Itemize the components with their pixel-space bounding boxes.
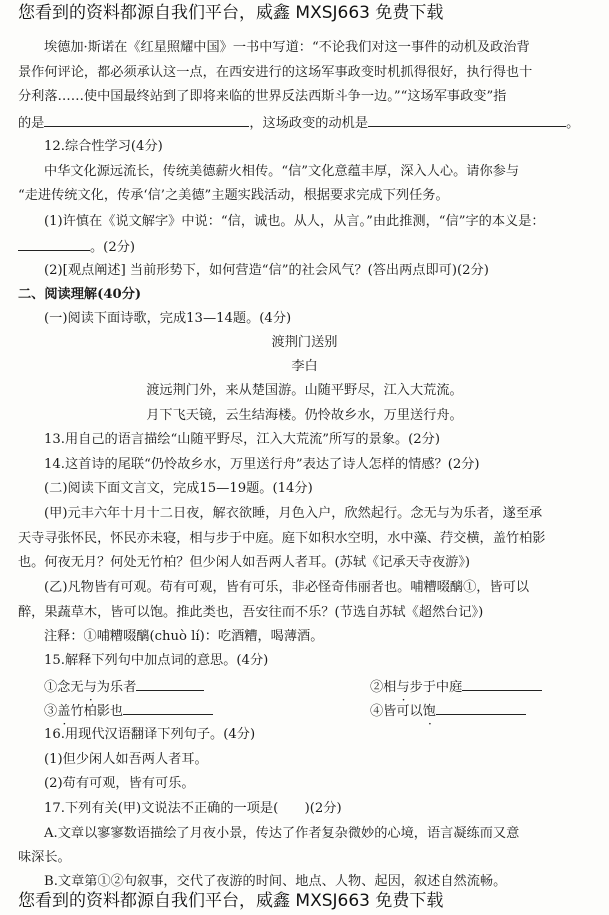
q15-item-c: ③盖竹柏影也 [44, 704, 124, 719]
text-jia-line1: (甲)元丰六年十月十二日夜，解衣欲睡，月色入户，欣然起行。念无与为乐者，遂至承 [44, 506, 543, 521]
q12-sub1-answer [18, 236, 599, 257]
text-yi-line1: (乙)凡物皆有可观。苟有可观，皆有可乐，非必怪奇伟丽者也。哺糟啜醨①，皆可以 [44, 580, 530, 595]
answer-blank-d [436, 700, 526, 715]
text-jia-line3: 也。何夜无月？何处无竹柏？但少闲人如吾两人者耳。(苏轼《记承天寺夜游》) [18, 555, 471, 570]
p11-line4 [18, 112, 599, 133]
q17-title: 17.下列有关(甲)文说法不正确的一项是( )(2分) [44, 801, 342, 816]
q12-intro-2: “走进传统文化，传承‘信’之美德”主题实践活动，根据要求完成下列任务。 [18, 188, 449, 203]
q17-option-a-line2: 味深长。 [18, 850, 71, 865]
poem-line-1: 渡远荆门外，来从楚国游。山随平野尽，江入大荒流。 [146, 383, 463, 398]
p11-line2: 景作何评论，都必须承认这一点，在西安进行的这场军事政变时机抓得很好，执行得也十 [18, 65, 533, 80]
dotted-word: 饱 [422, 704, 436, 719]
q12-sub1: (1)许慎在《说文解字》中说：“信，诚也。从人，从言。”由此推测，“信”字的本义是： [44, 214, 545, 229]
text-yi-line2: 醉，果蔬草木，皆可以饱。推此类也，吾安往而不乐？(节选自苏轼《超然台记》) [18, 605, 484, 620]
q16-sub2: (2)苟有可观，皆有可乐。 [44, 776, 195, 791]
q16-title: 16.用现代汉语翻译下列句子。(4分) [44, 727, 256, 742]
answer-blank-event [44, 112, 249, 127]
dotted-word: 与 [83, 680, 97, 695]
answer-blank-a [136, 676, 204, 691]
q16-sub1: (1)但少闲人如吾两人者耳。 [44, 752, 208, 767]
text-jia-line2: 天寺寻张怀民，怀民亦未寝，相与步于中庭。庭下如积水空明，水中藻、荇交横，盖竹柏影 [18, 531, 546, 546]
q13: 13.用自己的语言描绘“山随平野尽，江入大荒流”所写的景象。(2分) [44, 432, 441, 447]
p11-text-c: 。 [566, 116, 580, 131]
watermark-bottom: 您看到的资料都源自我们平台，威鑫 MXSJ663 免费下载 [18, 891, 444, 911]
q15-item-a: ①念无与为乐者 [44, 680, 137, 695]
q12-intro-1: 中华文化源远流长，传统美德薪火相传。“信”文化意蕴丰厚，深入人心。请你参与 [44, 164, 520, 179]
q15-title: 15.解释下列句中加点词的意思。(4分) [44, 653, 269, 668]
annotation-note: 注释：①哺糟啜醨(chuò lí)：吃酒糟，喝薄酒。 [44, 629, 324, 644]
prose-intro: (二)阅读下面文言文，完成15—19题。(14分) [44, 481, 313, 496]
q12-title: 12.综合性学习(4分) [44, 139, 163, 154]
p11-text-b: ，这场政变的动机是 [249, 116, 369, 131]
q17-option-a-line1: A.文章以寥寥数语描绘了月夜小景，传达了作者复杂微妙的心境，语言凝练而又意 [44, 826, 520, 841]
answer-blank-c [123, 700, 213, 715]
q15-row1 [44, 676, 599, 697]
q12-sub1-score: 。(2分) [90, 240, 136, 255]
answer-blank-xin [18, 236, 90, 251]
q14: 14.这首诗的尾联“仍怜故乡水，万里送行舟”表达了诗人怎样的情感？(2分) [44, 457, 480, 472]
q15-row2 [44, 700, 599, 721]
poem-intro: (一)阅读下面诗歌，完成13—14题。(4分) [44, 311, 292, 326]
q15-item-d: ④皆可以饱 [370, 700, 526, 721]
poem-title: 渡荆门送别 [271, 335, 338, 350]
q15-item-b: ②相与步于中庭 [370, 676, 542, 697]
dotted-word: 与 [396, 680, 410, 695]
p11-line3: 分利落……使中国最终站到了即将来临的世界反法西斯斗争一边。”“这场军事政变”指 [18, 89, 507, 104]
poem-author: 李白 [291, 359, 318, 374]
watermark-top: 您看到的资料都源自我们平台，威鑫 MXSJ663 免费下载 [18, 3, 444, 23]
answer-blank-motive [368, 112, 566, 127]
p11-line1: 埃德加·斯诺在《红星照耀中国》一书中写道：“不论我们对这一事件的动机及政治背 [44, 40, 530, 55]
poem-line-2: 月下飞天镜，云生结海楼。仍怜故乡水，万里送行舟。 [146, 408, 463, 423]
p11-text-a: 的是 [18, 116, 45, 131]
dotted-word: 盖 [57, 704, 71, 719]
q17-option-b: B.文章第①②句叙事，交代了夜游的时间、地点、人物、起因，叙述自然流畅。 [44, 874, 507, 889]
q12-sub2: (2)[观点阐述] 当前形势下，如何营造“信”的社会风气？(答出两点即可)(2分) [44, 263, 489, 278]
answer-blank-b [462, 676, 542, 691]
section-reading-title: 二、阅读理解(40分) [18, 287, 142, 302]
